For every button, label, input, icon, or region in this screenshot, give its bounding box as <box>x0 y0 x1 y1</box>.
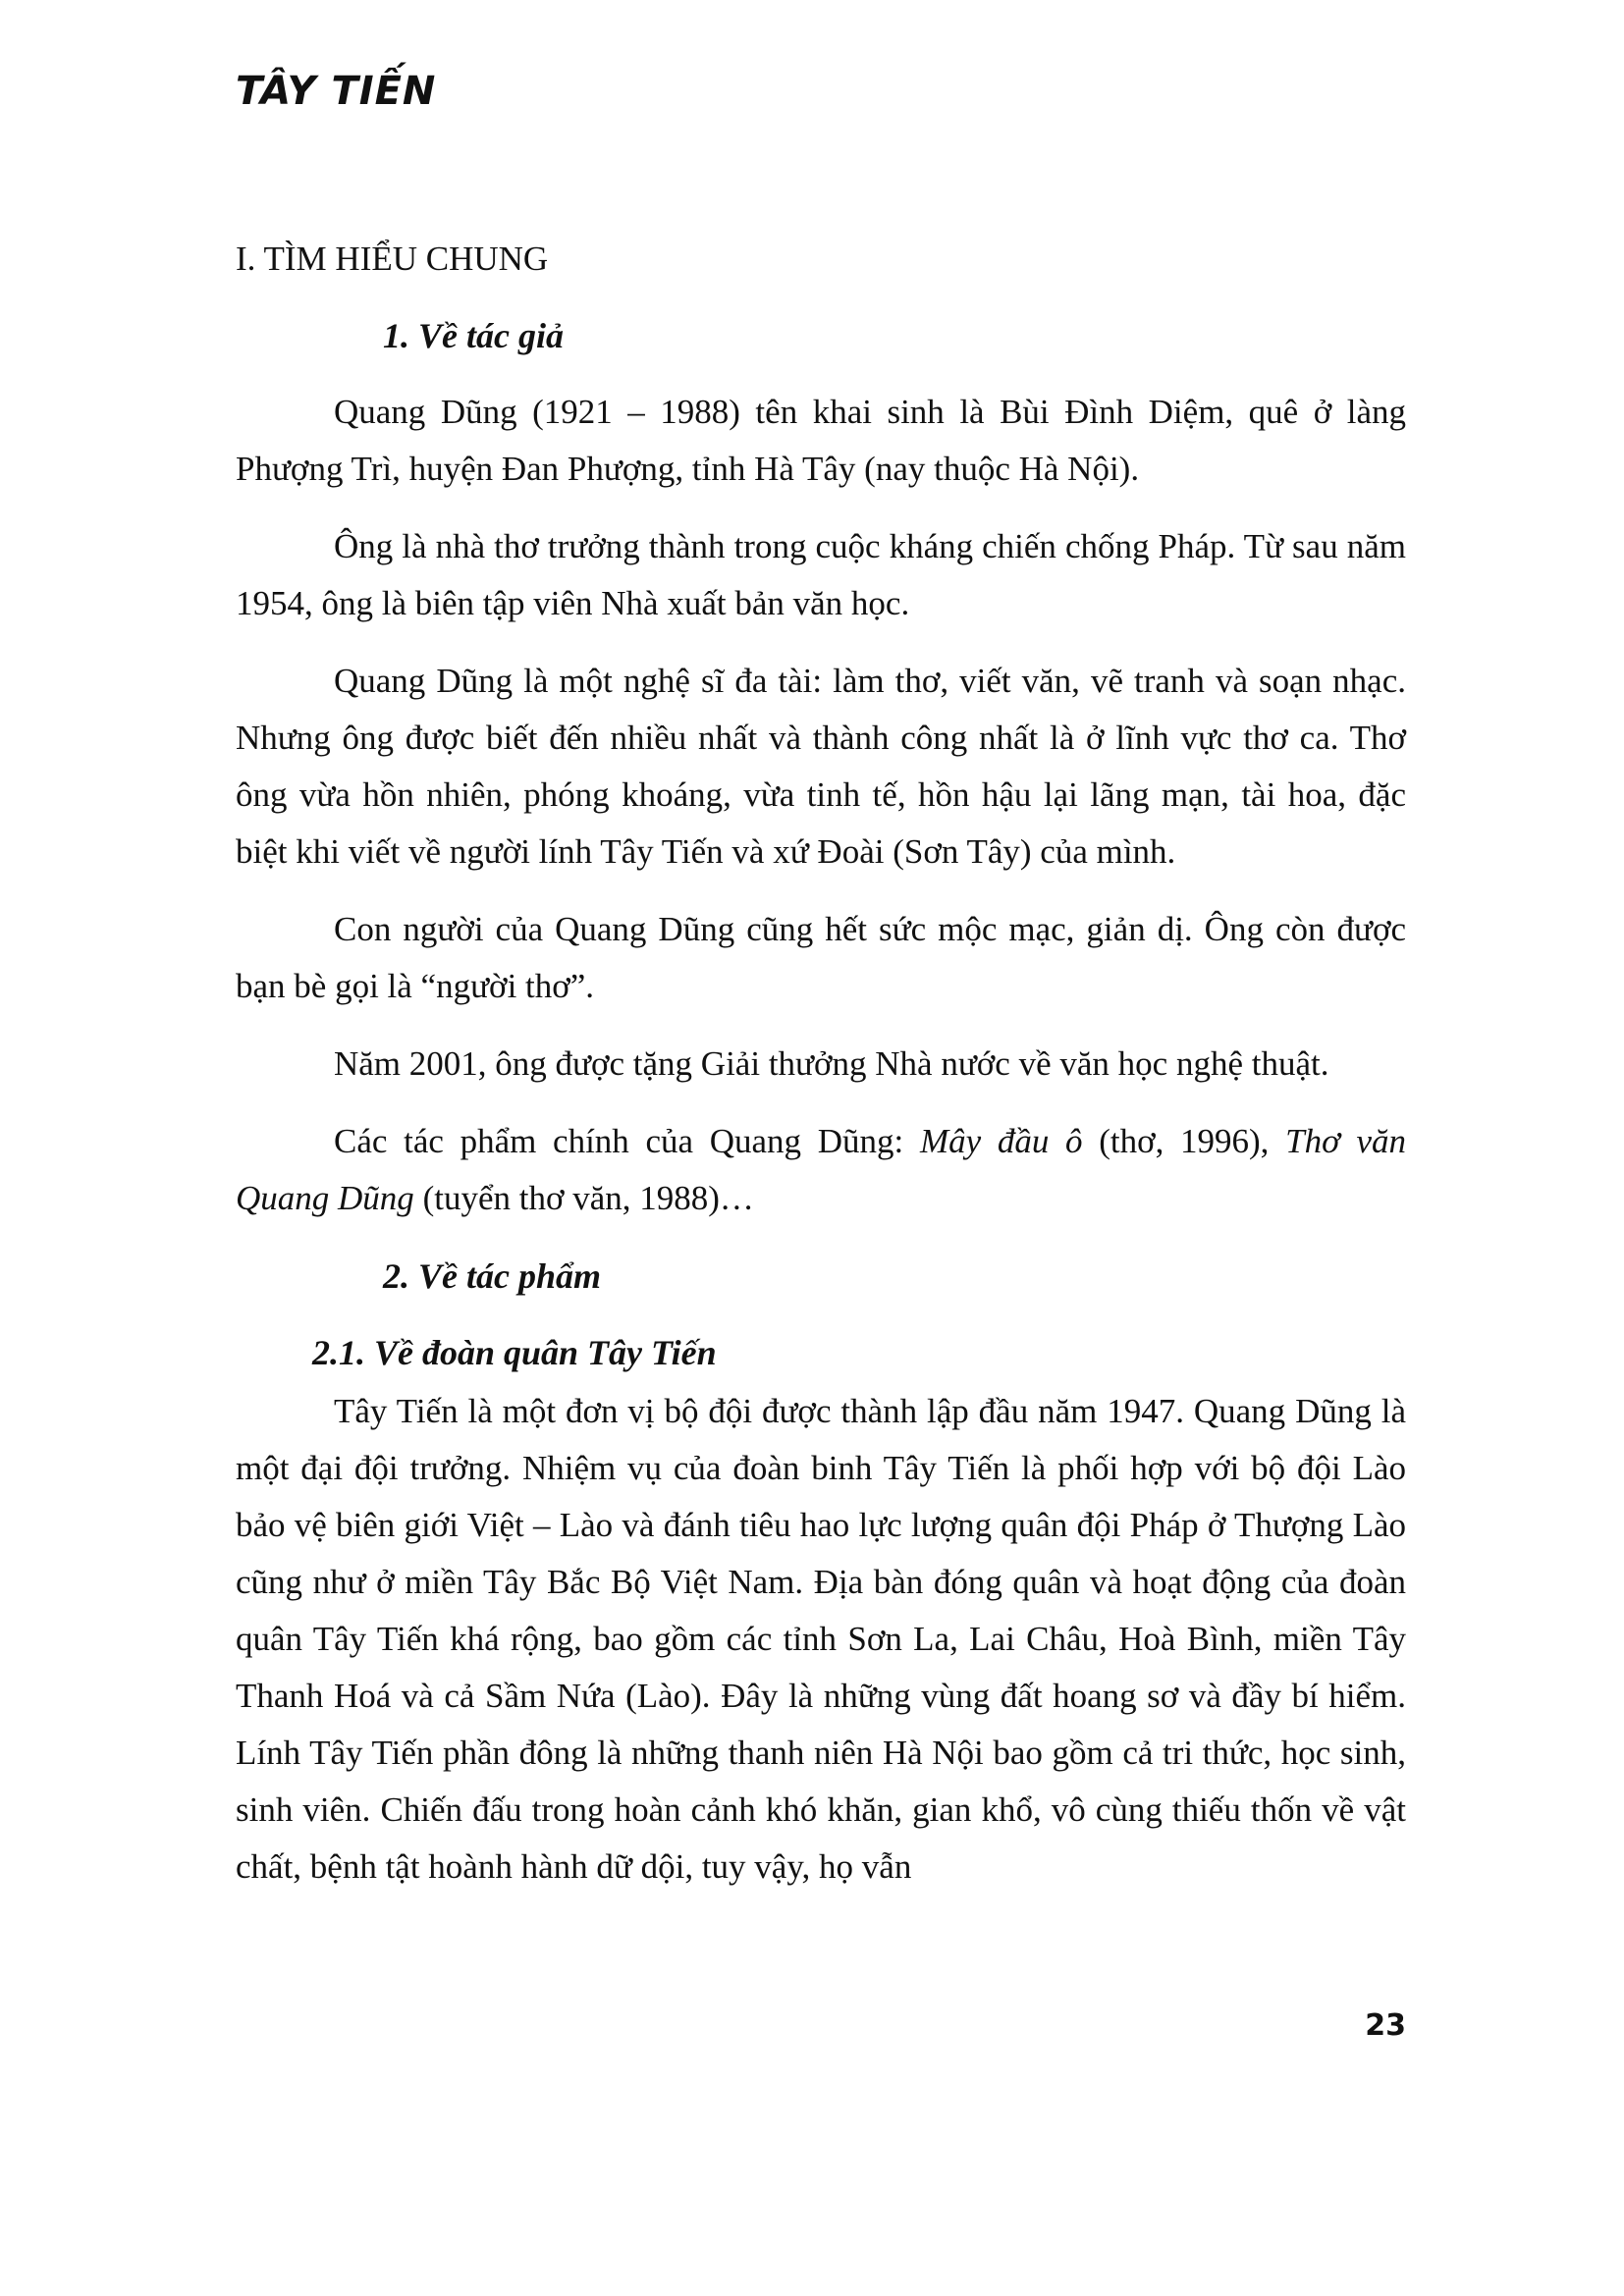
heading-work: 2. Về tác phẩm <box>383 1256 601 1296</box>
work-title-tho-van-quang-dung: Thơ văn Quang Dũng <box>236 1122 1406 1217</box>
work-note-2: (tuyển thơ văn, 1988)… <box>413 1179 754 1217</box>
paragraph-tay-tien-army: Tây Tiến là một đơn vị bộ đội được thành lập đầu năm 1947. Quang Dũng là một đại đội trưởng. Nhiệm vụ của đoàn binh Tây Tiến là phối hợp với bộ đội Lào bảo vệ biên giới Việt – Lào và đánh tiêu hao lực lượng quân đội Pháp ở Thượng Lào cũng như ở miền Tây Bắc Bộ Việt Nam. Địa bàn đóng quân và hoạt động của đoàn quân Tây Tiến khá rộng, bao gồm các tỉnh Sơn La, Lai Châu, Hoà Bình, miền Tây Thanh Hoá và cả Sầm Nứa (Lào). Đây là những vùng đất hoang sơ và đầy bí hiểm. Lính Tây Tiến phần đông là những thanh niên Hà Nội bao gồm cả tri thức, học sinh, sinh viên. Chiến đấu trong hoàn cảnh khó khăn, gian khổ, vô cùng thiếu thốn về vật chất, bệnh tật hoành hành dữ dội, tuy vậy, họ vẫn <box>236 1392 1406 1886</box>
paragraph-author-award: Năm 2001, ông được tặng Giải thưởng Nhà nước về văn học nghệ thuật. <box>334 1044 1329 1083</box>
work-title-may-dau-o: Mây đầu ô <box>919 1122 1083 1160</box>
works-lead: Các tác phẩm chính của Quang Dũng: <box>334 1122 920 1160</box>
work-note-1: (thơ, 1996), <box>1082 1122 1286 1160</box>
running-head: TÂY TIẾN <box>236 69 437 114</box>
heading-author: 1. Về tác giả <box>383 316 564 355</box>
page-body <box>236 231 1406 1916</box>
heading-tay-tien-army: 2.1. Về đoàn quân Tây Tiến <box>312 1333 717 1372</box>
paragraph-author-bio: Quang Dũng (1921 – 1988) tên khai sinh là Bùi Đình Diệm, quê ở làng Phượng Trì, huyện Đan Phượng, tỉnh Hà Tây (nay thuộc Hà Nội). <box>236 393 1406 488</box>
page-number: 23 <box>1365 2008 1406 2043</box>
paragraph-author-career: Ông là nhà thơ trưởng thành trong cuộc kháng chiến chống Pháp. Từ sau năm 1954, ông là biên tập viên Nhà xuất bản văn học. <box>236 527 1406 622</box>
paragraph-author-talent: Quang Dũng là một nghệ sĩ đa tài: làm thơ, viết văn, vẽ tranh và soạn nhạc. Nhưng ông được biết đến nhiều nhất và thành công nhất là ở lĩnh vực thơ ca. Thơ ông vừa hồn nhiên, phóng khoáng, vừa tinh tế, hồn hậu lại lãng mạn, tài hoa, đặc biệt khi viết về người lính Tây Tiến và xứ Đoài (Sơn Tây) của mình. <box>236 662 1406 871</box>
section-title: I. TÌM HIỂU CHUNG <box>236 240 549 278</box>
paragraph-author-personality: Con người của Quang Dũng cũng hết sức mộc mạc, giản dị. Ông còn được bạn bè gọi là “người thơ”. <box>236 910 1406 1005</box>
paragraph-author-works <box>236 1113 1406 1227</box>
